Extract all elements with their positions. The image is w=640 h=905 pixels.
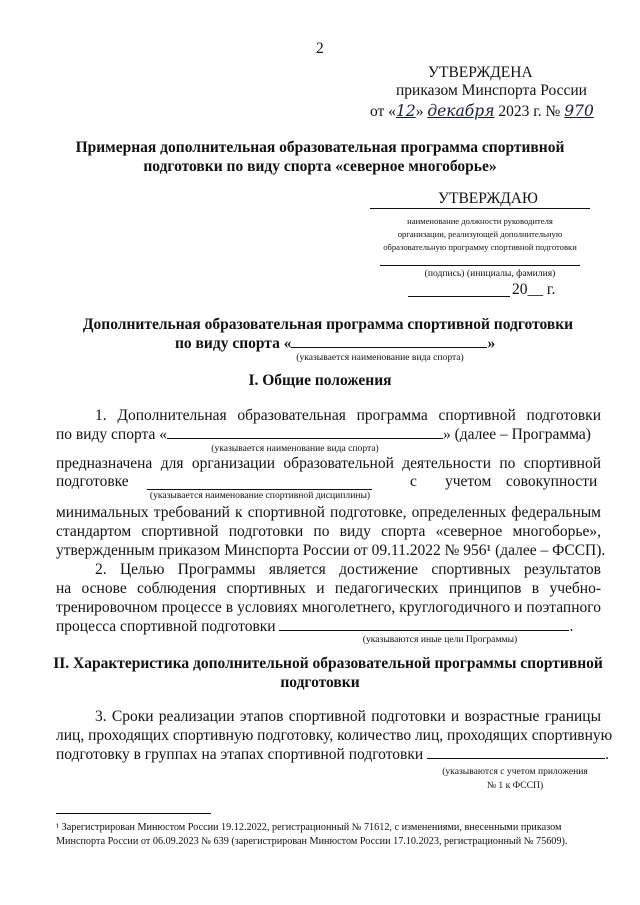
p2-line1: 2. Целью Программы является достижение спортивных результатов bbox=[95, 561, 601, 578]
p1-line6: стандартом спортивной подготовки по виду спорта «северное многоборье», bbox=[56, 523, 601, 540]
approve-caption2: организации, реализующей дополнительную bbox=[397, 229, 563, 239]
approve-signature-line bbox=[380, 265, 580, 266]
footnote-separator bbox=[56, 813, 211, 814]
p1-line7: утвержденным приказом Минспорта России от 09.11.2022 № 956¹ (далее – ФССП). bbox=[56, 542, 606, 559]
date-year: 2023 г. № bbox=[498, 103, 561, 120]
approve-year: 20__ г. bbox=[512, 281, 556, 298]
footnote-line1: ¹ Зарегистрирован Минюстом России 19.12.2022, регистрационный № 71612, с изменениями, внесенными приказом bbox=[56, 822, 562, 833]
dop-title-prefix: по виду спорта « bbox=[175, 335, 292, 352]
approval-order-line: приказом Минспорта России bbox=[396, 82, 587, 99]
p1-line2 bbox=[56, 426, 591, 444]
caption-appendix-line2: № 1 к ФССП) bbox=[486, 780, 544, 791]
section2-heading-line2: подготовки bbox=[280, 674, 360, 691]
p1-line4-w1: с bbox=[410, 473, 417, 490]
approve-signature-caption: (подпись) (инициалы, фамилия) bbox=[424, 268, 556, 279]
approve-caption1: наименование должности руководителя bbox=[407, 216, 553, 226]
date-mid: » bbox=[415, 103, 424, 120]
p2-line3: тренировочном процессе в условиях многолетнего, круглогодичного и поэтапного bbox=[56, 599, 601, 616]
caption-appendix-line1: (указываются с учетом приложения bbox=[442, 766, 588, 777]
approve-title: УТВЕРЖДАЮ bbox=[438, 190, 538, 207]
date-day: 12 bbox=[395, 102, 416, 120]
section1-heading: I. Общие положения bbox=[248, 372, 392, 389]
p2-goals-prefix: процесса спортивной подготовки bbox=[56, 618, 276, 635]
approval-title: УТВЕРЖДЕНА bbox=[428, 64, 533, 81]
p3-line3 bbox=[56, 746, 609, 764]
p3-prefix: подготовку в группах на этапах спортивной подготовки bbox=[56, 746, 424, 763]
p1-line3: предназначена для организации образовательной деятельности по спортивной bbox=[56, 455, 601, 472]
footnote-line2: Минспорта России от 06.09.2023 № 639 (зарегистрирован Минюстом России 17.10.2023, регистрационный № 75609). bbox=[56, 836, 568, 847]
program-title-line1: Примерная дополнительная образовательная программа спортивной bbox=[75, 139, 565, 156]
p2-goals-suffix: . bbox=[569, 618, 574, 635]
p3-line1: 3. Сроки реализации этапов спортивной подготовки и возрастные границы bbox=[95, 708, 601, 725]
caption-discipline: (указывается наименование спортивной дисциплины) bbox=[149, 490, 371, 501]
p1-sport-suffix: » (далее – Программа) bbox=[442, 426, 591, 443]
p1-line4-prefix: подготовке bbox=[56, 473, 129, 490]
approve-position-line bbox=[370, 208, 590, 209]
section2-heading-line1: II. Характеристика дополнительной образовательной программы спортивной bbox=[53, 655, 603, 672]
page-number: 2 bbox=[316, 40, 324, 57]
caption-goals: (указываются иные цели Программы) bbox=[362, 634, 518, 645]
p1-sport-prefix: по виду спорта « bbox=[56, 426, 167, 443]
p3-line2: лиц, проходящих спортивную подготовку, количество лиц, проходящих спортивную bbox=[56, 727, 613, 744]
order-number: 970 bbox=[564, 102, 594, 120]
p3-suffix: . bbox=[605, 746, 609, 763]
p1-line1: 1. Дополнительная образовательная программа спортивной подготовки bbox=[95, 407, 601, 424]
dop-title-suffix: » bbox=[487, 335, 496, 352]
date-month: декабря bbox=[427, 102, 495, 120]
date-prefix: от « bbox=[370, 103, 396, 120]
p1-line4-w2: учетом bbox=[445, 473, 492, 490]
dop-title-line2 bbox=[175, 335, 495, 353]
program-title-line2: подготовки по виду спорта «северное многоборье» bbox=[143, 158, 497, 175]
p1-line5: минимальных требований к спортивной подготовке, определенных федеральным bbox=[56, 504, 601, 521]
p1-line4-w3: совокупности bbox=[506, 473, 598, 490]
caption-sport: (указывается наименование вида спорта) bbox=[211, 443, 379, 454]
approval-date-line bbox=[370, 102, 594, 121]
approve-date-line bbox=[408, 296, 510, 297]
approve-caption3: образовательную программу спортивной подготовки bbox=[383, 242, 577, 252]
dop-title-caption: (указывается наименование вида спорта) bbox=[296, 352, 464, 363]
p2-line2: на основе соблюдения спортивных и педагогических принципов в учебно- bbox=[56, 580, 601, 597]
dop-title-line1: Дополнительная образовательная программа спортивной подготовки bbox=[82, 316, 574, 333]
